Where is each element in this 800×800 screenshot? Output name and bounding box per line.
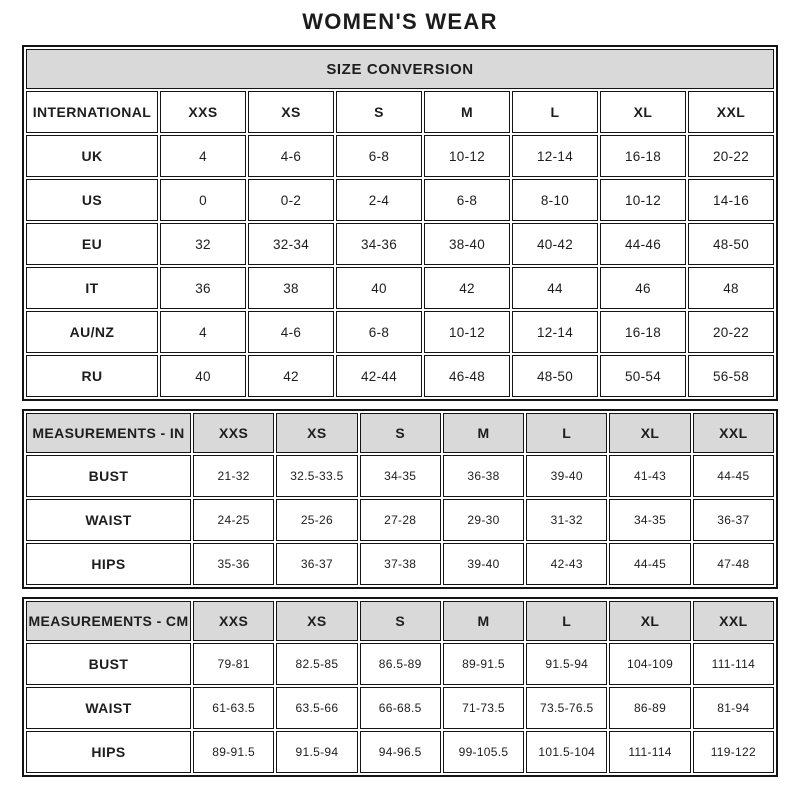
header-size-cell: S [336,91,422,133]
header-size-cell: XXS [193,413,274,453]
value-cell: 46-48 [424,355,510,397]
header-size-cell: XL [600,91,686,133]
value-cell: 20-22 [688,311,774,353]
value-cell: 50-54 [600,355,686,397]
value-cell: 101.5-104 [526,731,607,773]
value-cell: 111-114 [693,643,774,685]
value-cell: 39-40 [443,543,524,585]
header-row [26,91,774,133]
row-label: WAIST [26,687,191,729]
value-cell: 12-14 [512,135,598,177]
value-cell: 36 [160,267,246,309]
value-cell: 46 [600,267,686,309]
table-row [26,687,774,729]
table-row [26,731,774,773]
header-size-cell: XL [609,601,690,641]
value-cell: 20-22 [688,135,774,177]
value-cell: 38 [248,267,334,309]
value-cell: 42 [248,355,334,397]
value-cell: 48-50 [688,223,774,265]
header-size-cell: M [424,91,510,133]
value-cell: 40 [160,355,246,397]
table-caption-row [26,49,774,89]
value-cell: 21-32 [193,455,274,497]
value-cell: 40-42 [512,223,598,265]
value-cell: 40 [336,267,422,309]
value-cell: 6-8 [336,311,422,353]
header-size-cell: XXS [193,601,274,641]
row-label: HIPS [26,543,191,585]
value-cell: 48-50 [512,355,598,397]
value-cell: 36-38 [443,455,524,497]
value-cell: 4 [160,311,246,353]
value-cell: 99-105.5 [443,731,524,773]
value-cell: 10-12 [424,135,510,177]
header-row [26,601,774,641]
table-row [26,311,774,353]
value-cell: 42 [424,267,510,309]
value-cell: 73.5-76.5 [526,687,607,729]
value-cell: 41-43 [609,455,690,497]
value-cell: 35-36 [193,543,274,585]
page-title: WOMEN'S WEAR [302,9,498,34]
value-cell: 32.5-33.5 [276,455,357,497]
value-cell: 104-109 [609,643,690,685]
value-cell: 0 [160,179,246,221]
value-cell: 61-63.5 [193,687,274,729]
value-cell: 39-40 [526,455,607,497]
header-size-cell: XXL [693,413,774,453]
size-conversion-table [22,45,778,401]
row-label: HIPS [26,731,191,773]
row-label: US [26,179,158,221]
value-cell: 66-68.5 [360,687,441,729]
value-cell: 44-45 [693,455,774,497]
value-cell: 4 [160,135,246,177]
value-cell: 56-58 [688,355,774,397]
header-size-cell: L [526,413,607,453]
header-label-cell: INTERNATIONAL [26,91,158,133]
value-cell: 89-91.5 [443,643,524,685]
value-cell: 48 [688,267,774,309]
row-label: IT [26,267,158,309]
table-row [26,543,774,585]
measurements-cm-table [22,597,778,777]
header-size-cell: XXL [688,91,774,133]
header-size-cell: XS [276,601,357,641]
value-cell: 10-12 [600,179,686,221]
header-row [26,413,774,453]
value-cell: 91.5-94 [526,643,607,685]
value-cell: 119-122 [693,731,774,773]
header-size-cell: XXL [693,601,774,641]
header-size-cell: XS [248,91,334,133]
value-cell: 6-8 [424,179,510,221]
value-cell: 44-45 [609,543,690,585]
value-cell: 44 [512,267,598,309]
header-size-cell: L [512,91,598,133]
value-cell: 86-89 [609,687,690,729]
value-cell: 6-8 [336,135,422,177]
value-cell: 14-16 [688,179,774,221]
header-label-cell: MEASUREMENTS - IN [26,413,191,453]
row-label: BUST [26,643,191,685]
value-cell: 32-34 [248,223,334,265]
table-row [26,267,774,309]
value-cell: 42-44 [336,355,422,397]
row-label: WAIST [26,499,191,541]
value-cell: 0-2 [248,179,334,221]
header-size-cell: S [360,601,441,641]
table-row [26,355,774,397]
value-cell: 42-43 [526,543,607,585]
header-size-cell: XS [276,413,357,453]
value-cell: 36-37 [276,543,357,585]
value-cell: 94-96.5 [360,731,441,773]
value-cell: 31-32 [526,499,607,541]
value-cell: 91.5-94 [276,731,357,773]
value-cell: 36-37 [693,499,774,541]
value-cell: 71-73.5 [443,687,524,729]
row-label: BUST [26,455,191,497]
row-label: AU/NZ [26,311,158,353]
table-row [26,455,774,497]
value-cell: 34-35 [360,455,441,497]
value-cell: 12-14 [512,311,598,353]
table-caption: SIZE CONVERSION [26,49,774,89]
value-cell: 25-26 [276,499,357,541]
value-cell: 89-91.5 [193,731,274,773]
header-size-cell: XL [609,413,690,453]
value-cell: 47-48 [693,543,774,585]
row-label: EU [26,223,158,265]
row-label: UK [26,135,158,177]
header-size-cell: M [443,601,524,641]
header-size-cell: L [526,601,607,641]
value-cell: 32 [160,223,246,265]
value-cell: 2-4 [336,179,422,221]
table-row [26,223,774,265]
value-cell: 38-40 [424,223,510,265]
measurements-in-table [22,409,778,589]
value-cell: 63.5-66 [276,687,357,729]
value-cell: 16-18 [600,135,686,177]
table-row [26,643,774,685]
header-label-cell: MEASUREMENTS - CM [26,601,191,641]
table-row [26,499,774,541]
header-size-cell: S [360,413,441,453]
value-cell: 44-46 [600,223,686,265]
value-cell: 24-25 [193,499,274,541]
value-cell: 8-10 [512,179,598,221]
header-size-cell: XXS [160,91,246,133]
value-cell: 79-81 [193,643,274,685]
row-label: RU [26,355,158,397]
value-cell: 111-114 [609,731,690,773]
value-cell: 4-6 [248,135,334,177]
value-cell: 34-35 [609,499,690,541]
table-row [26,135,774,177]
value-cell: 4-6 [248,311,334,353]
value-cell: 86.5-89 [360,643,441,685]
value-cell: 82.5-85 [276,643,357,685]
value-cell: 27-28 [360,499,441,541]
value-cell: 81-94 [693,687,774,729]
value-cell: 16-18 [600,311,686,353]
value-cell: 29-30 [443,499,524,541]
header-size-cell: M [443,413,524,453]
value-cell: 34-36 [336,223,422,265]
value-cell: 37-38 [360,543,441,585]
value-cell: 10-12 [424,311,510,353]
table-row [26,179,774,221]
